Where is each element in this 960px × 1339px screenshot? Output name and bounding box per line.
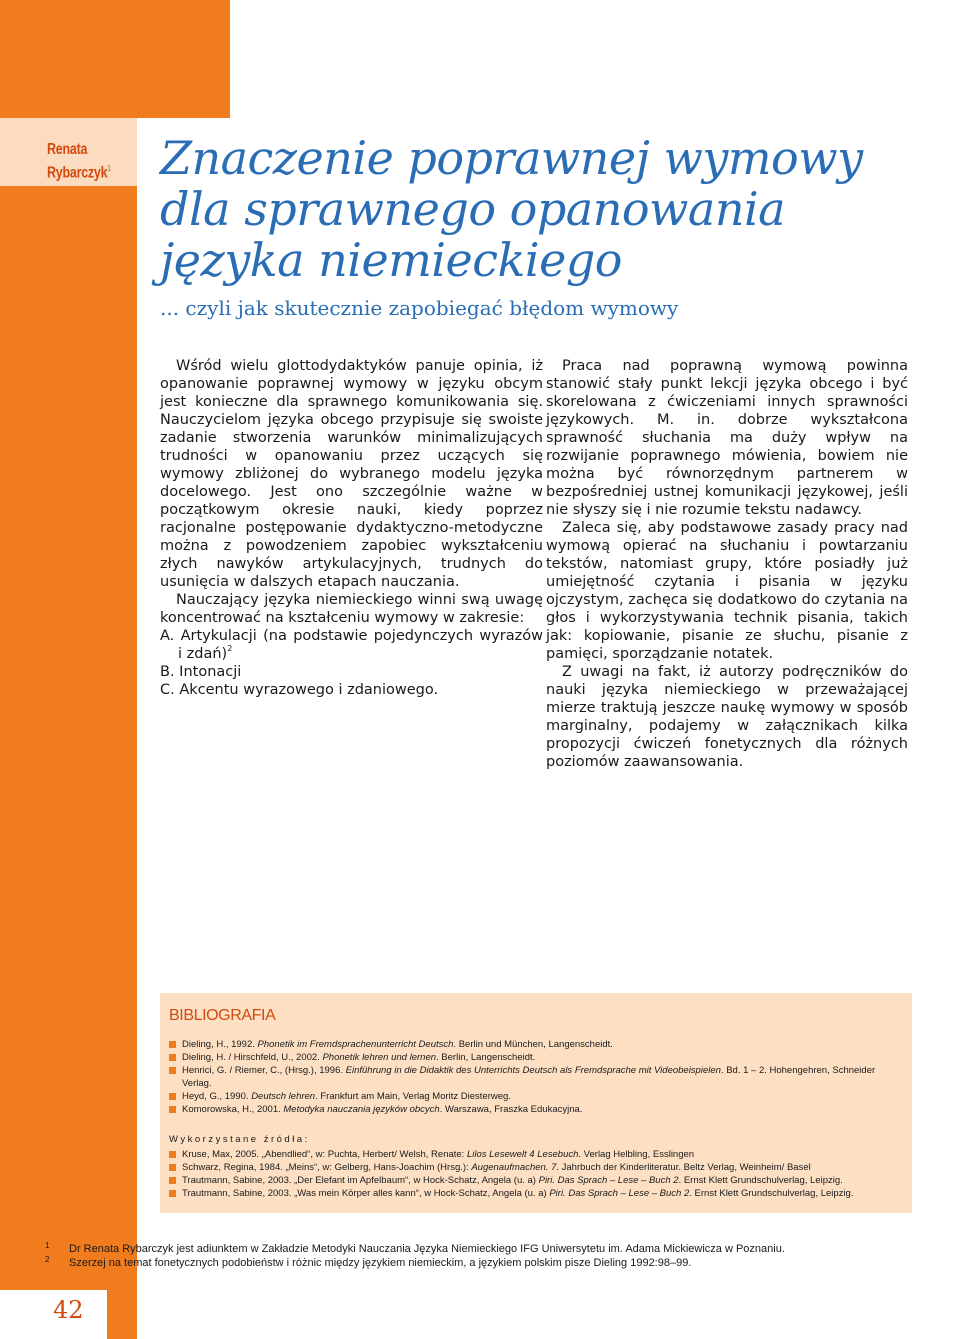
bullet-square-icon <box>169 1093 176 1100</box>
bibliography-item: Henrici, G. / Riemer, C., (Hrsg.), 1996. Einführung in die Didaktik des Unterrichts Deutsch als Fremdsprache mit Videobeispielen. Bd. 1 – 2. Hohengehren, Schneider Verlag. <box>169 1064 899 1090</box>
title-line: Znaczenie poprawnej wymowy <box>160 131 863 185</box>
author-name <box>47 140 111 182</box>
bullet-square-icon <box>169 1190 176 1197</box>
footnotes <box>45 1242 925 1270</box>
bullet-square-icon <box>169 1151 176 1158</box>
bibliography-item: Dieling, H., 1992. Phonetik im Fremdsprachenunterricht Deutsch. Berlin und München, Langenscheidt. <box>169 1038 899 1051</box>
bibliography-heading: BIBLIOGRAFIA <box>169 1007 276 1024</box>
right-column <box>546 357 908 771</box>
paragraph: Wśród wielu glottodydaktyków panuje opinia, iż opanowanie poprawnej wymowy w języku obcym jest konieczne dla sprawnego komunikowania się. Nauczycielom języka obcego przypisuje się swoiste zadanie stworzenia warunków minimalizujących trudności w opanowaniu przez uczących się wymowy zbliżonej do wybranego modelu języka docelowego. Jest ono szczególnie ważne w początkowym okresie nauki, kiedy poprzez racjonalne postępowanie dydaktyczno-metodyczne można z powodzeniem zapobiec wykształceniu złych nawyków artykulacyjnych, trudnych do usunięcia w dalszych etapach nauczania. <box>160 358 543 590</box>
source-item: Trautmann, Sabine, 2003. „Was mein Körper alles kann“, w Hock-Schatz, Angela (u. a) Piri. Das Sprach – Lese – Buch 2. Ernst Klett Grundschulverlag, Leipzig. <box>169 1187 899 1200</box>
sources-heading: Wykorzystane źródła: <box>169 1134 310 1145</box>
author-last-name: Rybarczyk$^1$ <box>47 164 111 182</box>
bullet-square-icon <box>169 1106 176 1113</box>
list-item-a: A. Artykulacji (na podstawie pojedynczych wyrazów i zdań)$^2$ <box>160 628 543 662</box>
left-column <box>160 357 543 699</box>
page-number: 42 <box>53 1296 84 1324</box>
bullet-square-icon <box>169 1164 176 1171</box>
orange-header-block <box>0 0 230 118</box>
footnote: 1 Dr Renata Rybarczyk jest adiunktem w Zakładzie Metodyki Nauczania Języka Niemieckiego IFG Uniwersytetu im. Adama Mickiewicza w Poznaniu. <box>45 1241 785 1255</box>
paragraph: Z uwagi na fakt, iż autorzy podręczników do nauki języka niemieckiego w przeważającej mierze traktują jeszcze naukę wymowy w sposób marginalny, podajemy w załącznikach kilka propozycji ćwiczeń fonetycznych dla różnych poziomów zaawansowania. <box>546 664 908 770</box>
bibliography-box <box>160 993 912 1213</box>
paragraph: Praca nad poprawną wymową powinna stanowić stały punkt lekcji języka obcego i być skorelowana z ćwiczeniami innych sprawności językowych. M. in. dobrze wykształcona sprawność słuchania ma duży wpływ na rozwijanie poprawnego mówienia, bowiem nie można być równorzędnym partnerem w bezpośredniej ustnej komunikacji językowej, jeśli nie słyszy się i nie rozumie tekstu nadawcy. <box>546 358 908 518</box>
bibliography-item: Heyd, G., 1990. Deutsch lehren. Frankfurt am Main, Verlag Moritz Diesterweg. <box>169 1090 899 1103</box>
paragraph: Zaleca się, aby podstawowe zasady pracy nad wymową opierać na słuchaniu i powtarzaniu tekstów, natomiast grupy, które posiadły już umiejętność czytania i pisania w języku ojczystym, zachęca się dodatkowo do czytania na głos i wykorzystywania technik pisania, takich jak: kopiowanie, pisanie ze słuchu, pisanie z pamięci, sporządzanie notatek. <box>546 520 908 662</box>
title-line: dla sprawnego opanowania <box>160 182 786 236</box>
footnote: 2 Szerzej na temat fonetycznych podobieństw i różnic między językiem niemieckim, a językiem polskim pisze Dieling 1992:98–99. <box>45 1255 692 1269</box>
bullet-square-icon <box>169 1177 176 1184</box>
paragraph: Nauczający języka niemieckiego winni swą uwagę koncentrować na kształceniu wymowy w zakresie: <box>160 592 543 626</box>
author-footnote-ref: 1 <box>107 164 111 173</box>
bibliography-item: Komorowska, H., 2001. Metodyka nauczania języków obcych. Warszawa, Fraszka Edukacyjna. <box>169 1103 899 1116</box>
bullet-square-icon <box>169 1054 176 1061</box>
article-subtitle: ... czyli jak skutecznie zapobiegać błędom wymowy <box>160 296 679 320</box>
source-item: Trautmann, Sabine, 2003. „Der Elefant im Apfelbaum“, w Hock-Schatz, Angela (u. a) Piri. Das Sprach – Lese – Buch 2. Ernst Klett Grundschulverlag, Leipzig. <box>169 1174 899 1187</box>
list-item-b: B. Intonacji <box>160 664 242 680</box>
footnote-number: 1 <box>45 1241 50 1250</box>
source-item: Kruse, Max, 2005. „Abendlied“, w: Puchta, Herbert/ Welsh, Renate: Lilos Lesewelt 4 Lesebuch. Verlag Helbling, Esslingen <box>169 1148 899 1161</box>
footnote-ref: 2 <box>227 644 233 653</box>
bullet-square-icon <box>169 1041 176 1048</box>
bibliography-item: Dieling, H. / Hirschfeld, U., 2002. Phonetik lehren und lernen. Berlin, Langenscheidt. <box>169 1051 899 1064</box>
bibliography-list <box>169 1038 899 1200</box>
author-first-name: Renata <box>47 141 88 158</box>
source-item: Schwarz, Regina, 1984. „Meins“, w: Gelberg, Hans-Joachim (Hrsg.): Augenaufmachen. 7. Jahrbuch der Kinderliteratur. Beltz Verlag, Weinheim/ Basel <box>169 1161 899 1174</box>
article-title <box>160 133 863 286</box>
title-line: języka niemieckiego <box>160 233 622 287</box>
orange-sidebar <box>0 0 137 1339</box>
bullet-square-icon <box>169 1067 176 1074</box>
list-item-c: C. Akcentu wyrazowego i zdaniowego. <box>160 682 439 698</box>
footnote-number: 2 <box>45 1255 50 1264</box>
